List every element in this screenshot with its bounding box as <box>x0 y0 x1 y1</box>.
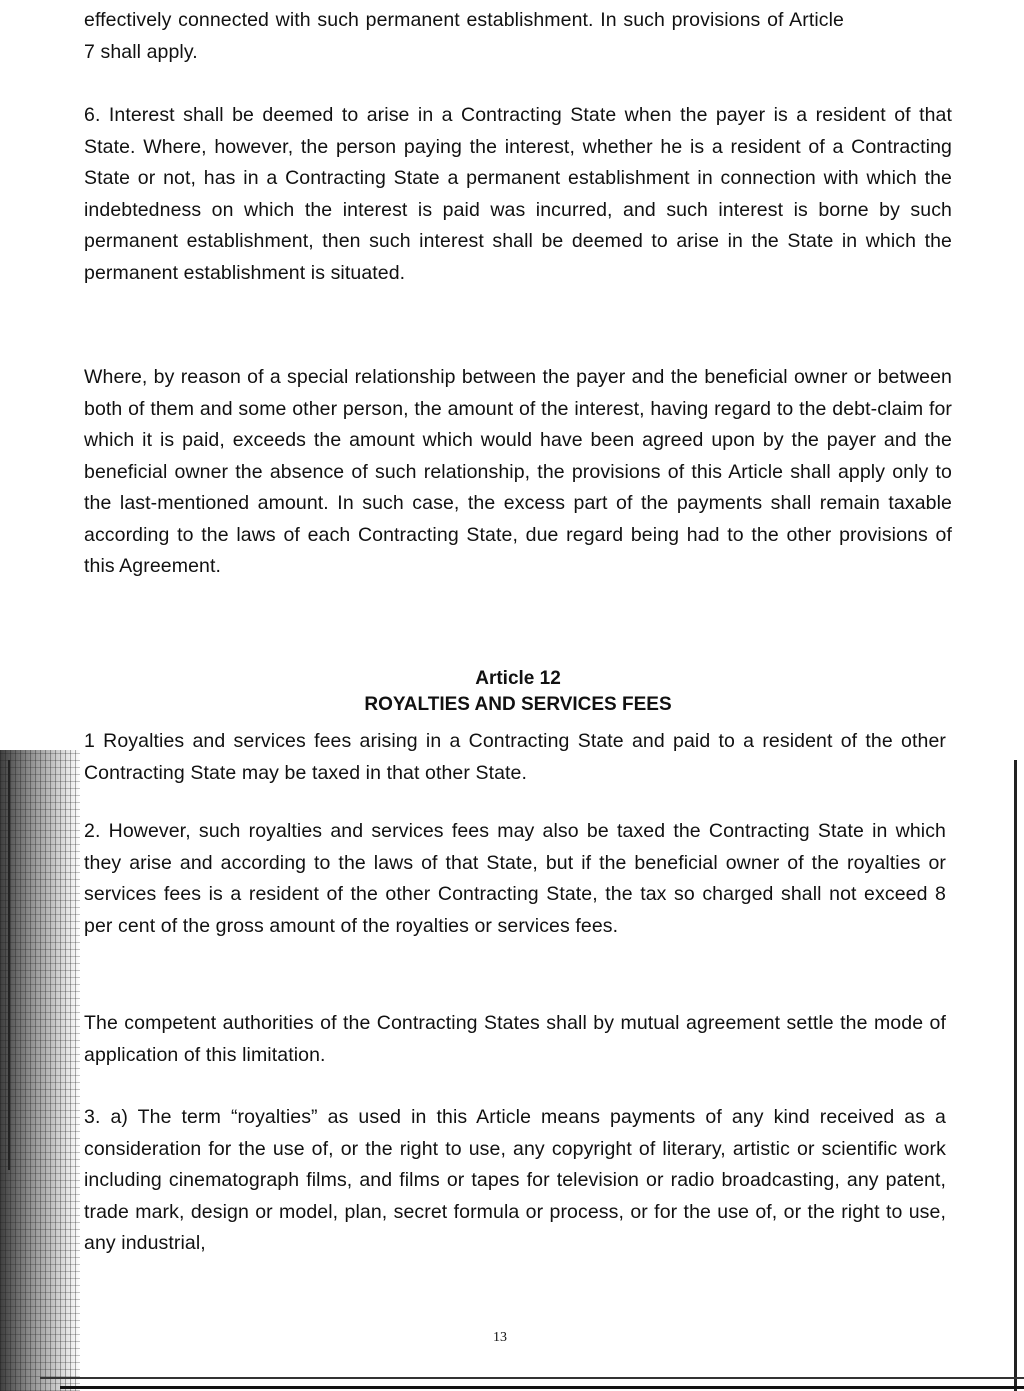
scan-edge-line <box>8 760 10 1170</box>
scan-edge-line <box>40 1377 1024 1379</box>
scan-edge-line <box>60 1386 1024 1389</box>
page-number: 13 <box>493 1330 507 1345</box>
paragraph: 3. a) The term “royalties” as used in this Article means payments of any kind received as a consideration for the use of, or the right to use, any copyright of literary, artistic or scientific work including cinematograph films, and films or tapes for television or radio broadcasting, any patent, trade mark, design or model, plan, secret formula or process, or for the use of, or the right to use, any industrial, <box>84 1106 946 1254</box>
paragraph: effectively connected with such permanent establishment. In such provisions of Article 7 shall apply. <box>84 9 844 63</box>
article-title: ROYALTIES AND SERVICES FEES <box>364 694 672 715</box>
paragraph: The competent authorities of the Contracting States shall by mutual agreement settle the mode of application of this limitation. <box>84 1012 946 1066</box>
paragraph: 6. Interest shall be deemed to arise in a Contracting State when the payer is a resident of that State. Where, however, the person paying the interest, whether he is a resident of a Contracting State or not, has in a Contracting State a permanent establishment in connection with which the indebtedness on which the interest is paid was incurred, and such interest is borne by such permanent establishment, then such interest shall be deemed to arise in the State in which the permanent establishment is situated. <box>84 104 952 284</box>
paragraph: 2. However, such royalties and services fees may also be taxed the Contracting State in which they arise and according to the laws of that State, but if the beneficial owner of the royalties or services fees is a resident of the other Contracting State, the tax so charged shall not exceed 8 per cent of the gross amount of the royalties or services fees. <box>84 820 946 937</box>
paragraph: Where, by reason of a special relationship between the payer and the beneficial owner or between both of them and some other person, the amount of the interest, having regard to the debt-claim for which it is paid, exceeds the amount which would have been agreed upon by the payer and the beneficial owner the absence of such relationship, the provisions of this Article shall apply only to the last-mentioned amount. In such case, the excess part of the payments shall remain taxable according to the laws of each Contracting State, due regard being had to the other provisions of this Agreement. <box>84 366 952 577</box>
scan-edge-line <box>1014 760 1017 1391</box>
article-number: Article 12 <box>475 668 561 689</box>
paragraph: 1 Royalties and services fees arising in a Contracting State and paid to a resident of the other Contracting State may be taxed in that other State. <box>84 730 946 784</box>
scan-margin-artifact <box>0 750 80 1391</box>
